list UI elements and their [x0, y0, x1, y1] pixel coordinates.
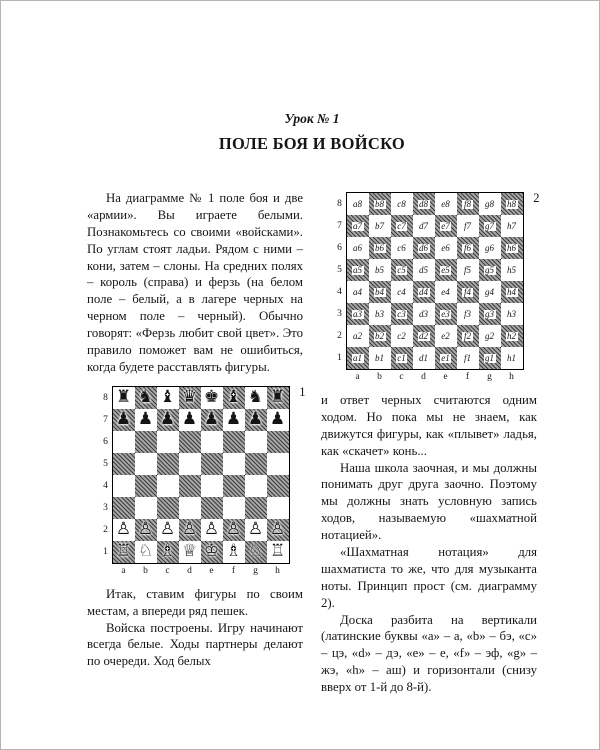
- board-square: [369, 347, 391, 369]
- file-label: f: [465, 372, 470, 382]
- file-label: c: [165, 565, 170, 576]
- square-coordinate: d5: [419, 264, 428, 275]
- file-label: f: [231, 565, 236, 576]
- square-coordinate: f5: [463, 264, 471, 275]
- two-column-layout: [87, 190, 540, 696]
- square-coordinate: e3: [441, 308, 450, 319]
- square-coordinate: g1: [485, 352, 494, 363]
- board-square: [479, 281, 501, 303]
- square-coordinate: g4: [485, 286, 494, 297]
- board-square: [201, 387, 223, 409]
- square-coordinate: h7: [507, 220, 516, 231]
- rank-label: 7: [337, 221, 342, 231]
- board-square: [457, 347, 479, 369]
- board-square: [413, 281, 435, 303]
- board-square: [391, 325, 413, 347]
- square-coordinate: c7: [397, 220, 406, 231]
- square-coordinate: b2: [375, 330, 384, 341]
- square-coordinate: b5: [375, 264, 384, 275]
- chess-piece: ♚: [203, 387, 220, 408]
- board-square: [369, 303, 391, 325]
- chess-piece: ♙: [269, 519, 286, 540]
- page-title: ПОЛЕ БОЯ И ВОЙСКО: [218, 134, 406, 153]
- chess-piece: ♟: [181, 409, 198, 430]
- square-coordinate: f7: [463, 220, 471, 231]
- board-square: [135, 409, 157, 431]
- board-square: [369, 215, 391, 237]
- square-coordinate: a4: [353, 286, 362, 297]
- board-square: [501, 325, 523, 347]
- board-square: [201, 409, 223, 431]
- file-label: g: [253, 565, 258, 576]
- board-square: [391, 215, 413, 237]
- board-square: [501, 193, 523, 215]
- square-coordinate: a3: [353, 308, 362, 319]
- file-label: b: [143, 565, 148, 576]
- board-rank-labels: [334, 192, 346, 384]
- chess-piece: ♞: [247, 387, 264, 408]
- board-square: [223, 409, 245, 431]
- board-square: [369, 325, 391, 347]
- chess-piece: ♔: [203, 541, 220, 562]
- board-square: [413, 193, 435, 215]
- file-label: h: [275, 565, 280, 576]
- board-square: [135, 541, 157, 563]
- board-square: [413, 303, 435, 325]
- board-square: [457, 281, 479, 303]
- board-square: [435, 325, 457, 347]
- square-coordinate: d3: [419, 308, 428, 319]
- chess-piece: ♖: [115, 541, 132, 562]
- rank-label: 2: [337, 331, 342, 341]
- paragraph: Наша школа заочная, и мы должны понимать друг друга заочно. Поэтому мы должны знать условную запись ходов, называемую «шахматной нотацией».: [321, 460, 537, 543]
- board-square: [413, 259, 435, 281]
- board-square: [157, 387, 179, 409]
- square-coordinate: f2: [463, 330, 471, 341]
- rank-label: 8: [103, 392, 108, 403]
- board-square: [391, 303, 413, 325]
- board-square: [479, 347, 501, 369]
- board-square: [245, 453, 267, 475]
- board-square: [267, 431, 289, 453]
- square-coordinate: g8: [485, 198, 494, 209]
- rank-label: 7: [103, 414, 108, 425]
- diagram-number: 2: [533, 191, 540, 205]
- rank-label: 6: [103, 436, 108, 447]
- square-coordinate: a6: [353, 242, 362, 253]
- board-square: [223, 387, 245, 409]
- chess-piece: ♙: [203, 519, 220, 540]
- board-square: [113, 431, 135, 453]
- paragraph: Итак, ставим фигуры по своим местам, а впереди ряд пешек.: [87, 586, 303, 618]
- board-square: [179, 497, 201, 519]
- chess-piece: ♜: [115, 387, 132, 408]
- file-label: e: [209, 565, 214, 576]
- board-square: [135, 519, 157, 541]
- board-file-labels: [347, 370, 524, 384]
- board-square: [391, 237, 413, 259]
- board-square: [347, 215, 369, 237]
- square-coordinate: e4: [441, 286, 450, 297]
- board-square: [135, 387, 157, 409]
- square-coordinate: d7: [419, 220, 428, 231]
- chess-piece: ♕: [181, 541, 198, 562]
- board-square: [501, 237, 523, 259]
- board-square: [479, 325, 501, 347]
- square-coordinate: g3: [485, 308, 494, 319]
- square-coordinate: g2: [485, 330, 494, 341]
- chess-piece: ♙: [137, 519, 154, 540]
- board-square: [435, 237, 457, 259]
- board-square: [201, 541, 223, 563]
- board-square: [179, 453, 201, 475]
- board-square: [201, 453, 223, 475]
- board-square: [157, 497, 179, 519]
- chess-piece: ♗: [159, 541, 176, 562]
- chess-piece: ♜: [269, 387, 286, 408]
- rank-label: 5: [337, 265, 342, 275]
- chess-piece: ♞: [137, 387, 154, 408]
- square-coordinate: e2: [441, 330, 450, 341]
- file-label: d: [421, 372, 426, 382]
- board-square: [245, 475, 267, 497]
- chess-piece: ♟: [203, 409, 220, 430]
- square-coordinate: h8: [507, 198, 516, 209]
- square-coordinate: e6: [441, 242, 450, 253]
- board-square: [501, 259, 523, 281]
- square-coordinate: a1: [353, 352, 362, 363]
- chess-piece: ♙: [225, 519, 242, 540]
- square-coordinate: f3: [463, 308, 471, 319]
- square-coordinate: h2: [507, 330, 516, 341]
- board-square: [113, 541, 135, 563]
- chess-piece: ♘: [137, 541, 154, 562]
- paragraph: «Шахматная нотация» для шахматиста то же, что для музыканта ноты. Принцип прост (см. диаграмму 2).: [321, 545, 537, 610]
- left-column: [87, 190, 306, 696]
- square-coordinate: c1: [397, 352, 406, 363]
- board-square: [245, 431, 267, 453]
- paragraph: и ответ черных считаются одним ходом. Но пока мы не знаем, как движутся фигуры, как «плывет» ладья, как «скачет» конь...: [321, 393, 537, 458]
- square-coordinate: a8: [353, 198, 362, 209]
- board-square: [223, 541, 245, 563]
- board-square: [479, 259, 501, 281]
- board-rank-labels: [100, 386, 112, 578]
- board-square: [391, 347, 413, 369]
- board-file-labels: [113, 564, 290, 578]
- file-label: g: [487, 372, 492, 382]
- rank-label: 5: [103, 458, 108, 469]
- board-square: [223, 519, 245, 541]
- board-square: [501, 215, 523, 237]
- board-square: [501, 347, 523, 369]
- chess-piece: ♙: [115, 519, 132, 540]
- board-square: [201, 497, 223, 519]
- chess-piece: ♟: [247, 409, 264, 430]
- square-coordinate: b7: [375, 220, 384, 231]
- square-coordinate: b3: [375, 308, 384, 319]
- square-coordinate: h4: [507, 286, 516, 297]
- board-square: [267, 541, 289, 563]
- file-label: a: [355, 372, 360, 382]
- rank-label: 2: [103, 524, 108, 535]
- file-label: c: [399, 372, 404, 382]
- board-square: [157, 475, 179, 497]
- board-square: [435, 281, 457, 303]
- board-square: [157, 431, 179, 453]
- diagram-1: [100, 384, 306, 578]
- rank-label: 1: [103, 546, 108, 557]
- chess-piece: ♙: [159, 519, 176, 540]
- board-square: [157, 541, 179, 563]
- board-squares: [346, 192, 524, 370]
- square-coordinate: h1: [507, 352, 516, 363]
- diagram-number: 1: [299, 384, 306, 399]
- board-square: [435, 259, 457, 281]
- board-square: [157, 519, 179, 541]
- board-square: [223, 453, 245, 475]
- paragraph: Доска разбита на вертикали (латинские буквы «a» – а, «b» – бэ, «c» – цэ, «d» – дэ, «e» – е, «f» – эф, «g» – жэ, «h» – аш) и горизонтали (снизу вверх от 1-й до 8-й).: [321, 612, 537, 695]
- board-square: [347, 259, 369, 281]
- board-square: [501, 281, 523, 303]
- board-square: [113, 497, 135, 519]
- board-square: [457, 259, 479, 281]
- board-square: [245, 541, 267, 563]
- board-square: [347, 281, 369, 303]
- paragraph: Войска построены. Игру начинают всегда белые. Ходы партнеры делают по очереди. Ход белых: [87, 620, 303, 669]
- square-coordinate: e1: [441, 352, 450, 363]
- board-square: [501, 303, 523, 325]
- square-coordinate: a5: [353, 264, 362, 275]
- board-square: [223, 475, 245, 497]
- board-square: [435, 303, 457, 325]
- chess-piece: ♟: [159, 409, 176, 430]
- board-square: [245, 497, 267, 519]
- board-square: [435, 215, 457, 237]
- diagram-2: [334, 191, 540, 384]
- chess-piece: ♗: [225, 541, 242, 562]
- rank-label: 6: [337, 243, 342, 253]
- chess-piece: ♘: [247, 541, 264, 562]
- square-coordinate: b8: [375, 198, 384, 209]
- square-coordinate: f6: [463, 242, 471, 253]
- board-square: [113, 387, 135, 409]
- board-square: [157, 453, 179, 475]
- square-coordinate: g7: [485, 220, 494, 231]
- board-square: [113, 453, 135, 475]
- rank-label: 4: [337, 287, 342, 297]
- square-coordinate: d8: [419, 198, 428, 209]
- board-square: [267, 519, 289, 541]
- board-square: [347, 193, 369, 215]
- board-square: [369, 237, 391, 259]
- square-coordinate: e8: [441, 198, 450, 209]
- lesson-label: Урок № 1: [284, 111, 340, 126]
- board-square: [457, 237, 479, 259]
- square-coordinate: c8: [397, 198, 406, 209]
- board-square: [179, 541, 201, 563]
- board-square: [457, 325, 479, 347]
- square-coordinate: h5: [507, 264, 516, 275]
- board-square: [157, 409, 179, 431]
- rank-label: 4: [103, 480, 108, 491]
- board-square: [413, 347, 435, 369]
- square-coordinate: g5: [485, 264, 494, 275]
- board-square: [347, 325, 369, 347]
- board-square: [135, 431, 157, 453]
- square-coordinate: c3: [397, 308, 406, 319]
- board-squares: [112, 386, 290, 564]
- board-square: [201, 475, 223, 497]
- board-square: [391, 281, 413, 303]
- chess-piece: ♙: [247, 519, 264, 540]
- board-square: [435, 193, 457, 215]
- square-coordinate: d4: [419, 286, 428, 297]
- board-square: [179, 431, 201, 453]
- chess-piece: ♟: [269, 409, 286, 430]
- board-square: [457, 215, 479, 237]
- square-coordinate: g6: [485, 242, 494, 253]
- right-column: [321, 190, 540, 696]
- square-coordinate: a7: [353, 220, 362, 231]
- board-square: [347, 347, 369, 369]
- square-coordinate: d6: [419, 242, 428, 253]
- board-square: [179, 519, 201, 541]
- square-coordinate: b1: [375, 352, 384, 363]
- board-square: [223, 497, 245, 519]
- board-square: [179, 387, 201, 409]
- board-square: [457, 303, 479, 325]
- square-coordinate: c2: [397, 330, 406, 341]
- board-square: [113, 519, 135, 541]
- board-square: [413, 325, 435, 347]
- board-square: [479, 303, 501, 325]
- file-label: b: [377, 372, 382, 382]
- board-square: [267, 475, 289, 497]
- chess-piece: ♝: [159, 387, 176, 408]
- board-square: [267, 453, 289, 475]
- board-square: [479, 193, 501, 215]
- square-coordinate: e7: [441, 220, 450, 231]
- board-square: [435, 347, 457, 369]
- board-square: [479, 237, 501, 259]
- board-square: [135, 497, 157, 519]
- board-square: [413, 237, 435, 259]
- board-square: [391, 259, 413, 281]
- board-main: [112, 386, 290, 578]
- board-square: [179, 475, 201, 497]
- chess-board-starting-position: [100, 386, 291, 578]
- board-square: [135, 453, 157, 475]
- square-coordinate: b4: [375, 286, 384, 297]
- square-coordinate: f4: [463, 286, 471, 297]
- board-square: [113, 409, 135, 431]
- board-square: [369, 281, 391, 303]
- file-label: a: [121, 565, 126, 576]
- square-coordinate: d1: [419, 352, 428, 363]
- board-square: [201, 519, 223, 541]
- rank-label: 1: [337, 353, 342, 363]
- board-square: [201, 431, 223, 453]
- file-label: d: [187, 565, 192, 576]
- square-coordinate: c6: [397, 242, 406, 253]
- square-coordinate: c4: [397, 286, 406, 297]
- square-coordinate: h3: [507, 308, 516, 319]
- board-square: [245, 387, 267, 409]
- board-square: [245, 519, 267, 541]
- board-square: [347, 303, 369, 325]
- board-square: [369, 193, 391, 215]
- chess-piece: ♟: [137, 409, 154, 430]
- square-coordinate: f8: [463, 198, 471, 209]
- paragraph: На диаграмме № 1 поле боя и две «армии». Вы играете белыми. Познакомьтесь со своими «войсками». По углам стоят ладьи. Рядом с ними – кони, затем – слоны. На средних полях – король (справа) и ферзь (на белом поле – белый, а в лагере черных на черном поле – черный). Обычно говорят: «Ферзь любит свой цвет». Это правило поможет вам не ошибиться, когда будете расставлять фигуры.: [87, 191, 303, 374]
- board-square: [413, 215, 435, 237]
- board-square: [347, 237, 369, 259]
- square-coordinate: f1: [463, 352, 471, 363]
- chess-piece: ♝: [225, 387, 242, 408]
- board-square: [223, 431, 245, 453]
- chess-piece: ♛: [181, 387, 198, 408]
- chess-piece: ♙: [181, 519, 198, 540]
- rank-label: 8: [337, 199, 342, 209]
- chess-board-coordinates: [334, 192, 525, 384]
- rank-label: 3: [103, 502, 108, 513]
- board-square: [267, 409, 289, 431]
- board-square: [179, 409, 201, 431]
- board-square: [135, 475, 157, 497]
- board-square: [457, 193, 479, 215]
- square-coordinate: a2: [353, 330, 362, 341]
- square-coordinate: c5: [397, 264, 406, 275]
- board-square: [391, 193, 413, 215]
- file-label: h: [509, 372, 514, 382]
- rank-label: 3: [337, 309, 342, 319]
- square-coordinate: h6: [507, 242, 516, 253]
- board-square: [245, 409, 267, 431]
- chess-piece: ♟: [225, 409, 242, 430]
- chess-piece: ♖: [269, 541, 286, 562]
- board-square: [113, 475, 135, 497]
- board-main: [346, 192, 524, 384]
- board-square: [479, 215, 501, 237]
- square-coordinate: b6: [375, 242, 384, 253]
- board-square: [267, 387, 289, 409]
- square-coordinate: d2: [419, 330, 428, 341]
- board-square: [267, 497, 289, 519]
- board-square: [369, 259, 391, 281]
- chess-piece: ♟: [115, 409, 132, 430]
- square-coordinate: e5: [441, 264, 450, 275]
- file-label: e: [443, 372, 448, 382]
